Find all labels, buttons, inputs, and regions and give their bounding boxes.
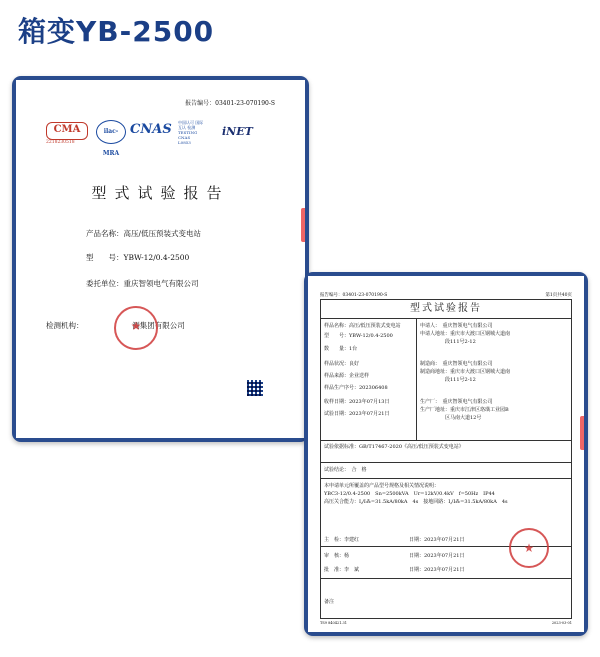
left-field: 样品生产序号：202306408 xyxy=(324,385,388,391)
report-number: 报告编号：03401-23-070190-S xyxy=(185,100,275,107)
notes-line: 本申请单元所覆盖的产品型号规格及相关情况说明： xyxy=(324,483,440,489)
ilac-mra-logo: ilac-MRA xyxy=(96,120,126,144)
report-table-title: 型式试验报告 xyxy=(321,300,571,319)
product-name: 产品名称：高压/低压预装式变电站 xyxy=(86,229,202,238)
report-cover-card[interactable] xyxy=(12,76,309,442)
signature-line: 审 核：杨 日期：2023年07月21日 xyxy=(324,553,465,559)
qr-code-icon xyxy=(247,380,263,396)
signature-line: 主 检：李建红 日期：2023年07月21日 xyxy=(324,537,465,543)
report-detail-paper xyxy=(308,276,584,632)
page-number: 第1页共40页 xyxy=(545,293,572,298)
cnas-text: 中国认可 国际互认 检测 TESTING CNAS L0853 xyxy=(178,120,204,145)
seam-seal xyxy=(301,208,305,242)
cma-logo: CMA xyxy=(46,122,88,140)
report-table xyxy=(320,299,572,619)
footer-date: 2023-03-01 xyxy=(551,621,572,625)
right-field: 区马南大道12号 xyxy=(420,415,482,421)
left-field: 数 量：1台 xyxy=(324,346,358,352)
notes-line: 高压关合能力：I⁁/I⁂=31.5kA/80kA 4s 接地回路：I⁁/I⁂=31.5kA/80kA 4s xyxy=(324,499,508,505)
report-cover-paper xyxy=(16,80,305,438)
cma-number: 2218230518 xyxy=(46,140,75,145)
right-field: 段111号2-12 xyxy=(420,377,476,383)
page-title: 箱变YB-2500 xyxy=(18,15,215,48)
right-field: 生产厂： 重庆智领电气有限公司 xyxy=(420,399,493,405)
right-field: 段111号2-12 xyxy=(420,339,476,345)
testing-institution: 检测机构： 测集团有限公司 xyxy=(46,321,185,330)
right-field: 申请人： 重庆智领电气有限公司 xyxy=(420,323,493,329)
right-field: 申请人地址：重庆市大渡口区钢城大道南 xyxy=(420,331,511,337)
divider xyxy=(321,478,571,479)
report-number: 报告编号：03401-23-070190-S xyxy=(320,293,388,298)
official-seal xyxy=(114,306,158,350)
test-basis: 试验依据标准：GB/T17467-2020《高压/低压预装式变电站》 xyxy=(324,444,464,450)
cnas-logo: CNAS xyxy=(130,122,172,137)
document-title: 型式试验报告 xyxy=(91,184,230,202)
accreditation-logos xyxy=(46,116,282,157)
left-field: 样品名称：高压/低压预装式变电站 xyxy=(324,323,401,329)
remark-label: 备注 xyxy=(324,599,335,605)
official-seal xyxy=(509,528,549,568)
right-field: 制造商： 重庆智领电气有限公司 xyxy=(420,361,493,367)
report-detail-card[interactable] xyxy=(304,272,588,636)
signature-line: 批 准：李 斌 日期：2023年07月21日 xyxy=(324,567,465,573)
divider xyxy=(321,578,571,579)
left-field: 样品来源：企业送样 xyxy=(324,373,370,379)
left-field: 样品状况：良好 xyxy=(324,361,360,367)
divider xyxy=(321,462,571,463)
seam-seal xyxy=(580,416,584,450)
footer-code: TS9 840421.31 xyxy=(320,621,347,625)
left-field: 型 号：YBW-12/0.4-2500 xyxy=(324,333,393,339)
inet-logo: iNET xyxy=(222,125,253,138)
test-conclusion: 试验结论： 合 格 xyxy=(324,467,367,473)
column-divider xyxy=(416,318,417,440)
client-name: 委托单位：重庆智领电气有限公司 xyxy=(86,279,199,288)
notes-line: YBC3-12/0.4-2500 Sn=2500kVA Ur=12kV/0.4kV f=50Hz IP44 xyxy=(324,491,495,497)
left-field: 收样日期：2023年07月13日 xyxy=(324,399,390,405)
right-field: 生产厂地址：重庆市江津区珞璜工业园B xyxy=(420,407,509,413)
right-field: 制造商地址：重庆市大渡口区钢城大道南 xyxy=(420,369,511,375)
left-field: 试验日期：2023年07月21日 xyxy=(324,411,390,417)
product-model: 型 号：YBW-12/0.4-2500 xyxy=(86,253,190,262)
divider xyxy=(321,440,571,441)
